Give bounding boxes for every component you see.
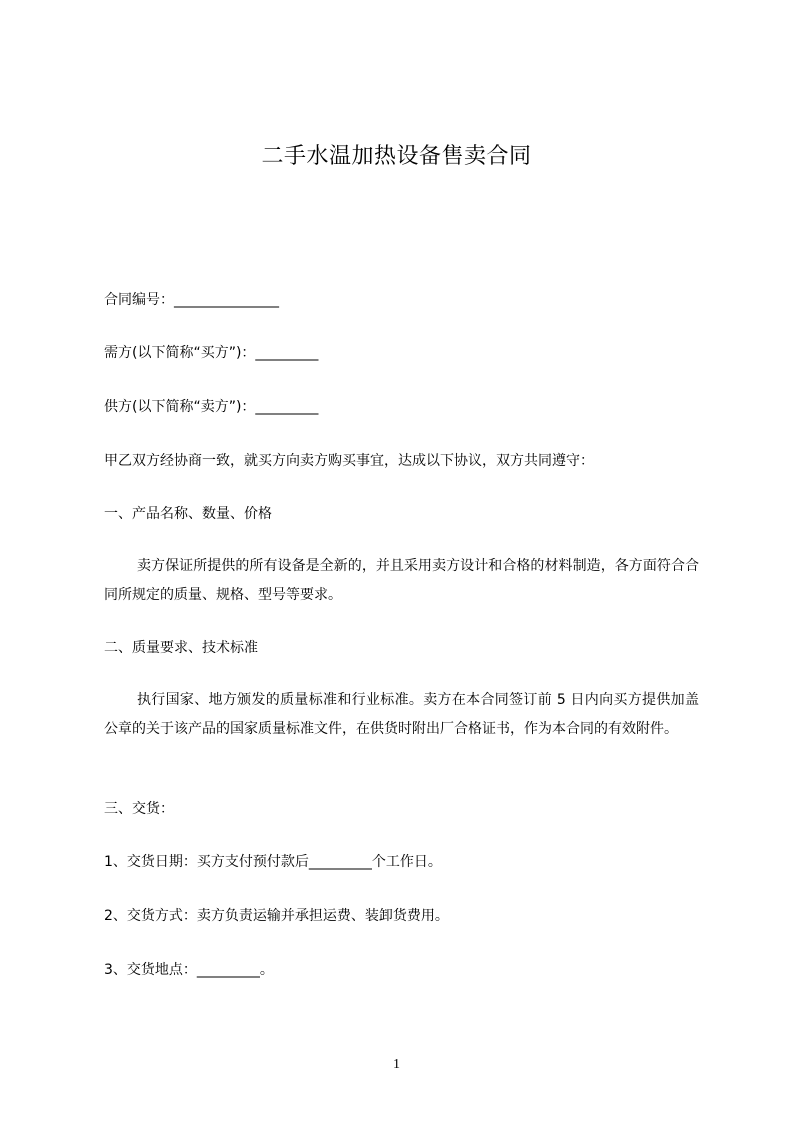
- buyer-line: 需方(以下简称“买方”)：_________: [104, 345, 319, 361]
- section-3-heading: 三、交货：: [104, 801, 174, 817]
- delivery-place-line: 3、交货地点：_________。: [104, 962, 274, 978]
- contract-number-line: 合同编号：_______________: [104, 292, 279, 308]
- section-1-heading: 一、产品名称、数量、价格: [104, 506, 272, 522]
- delivery-method-line: 2、交货方式：卖方负责运输并承担运费、装卸货费用。: [104, 908, 449, 924]
- preamble-paragraph: 甲乙双方经协商一致，就买方向卖方购买事宜，达成以下协议，双方共同遵守：: [104, 453, 594, 469]
- section-2-paragraph: 执行国家、地方颁发的质量标准和行业标准。卖方在本合同签订前 5 日内向买方提供加盖公章的关于该产品的国家质量标准文件，在供货时附出厂合格证书，作为本合同的有效附件。: [104, 692, 699, 737]
- page-number: 1: [393, 1057, 400, 1072]
- section-2-heading: 二、质量要求、技术标准: [104, 640, 258, 656]
- section-1-paragraph: 卖方保证所提供的所有设备是全新的，并且采用卖方设计和合格的材料制造，各方面符合合同所规定的质量、规格、型号等要求。: [104, 558, 699, 603]
- seller-line: 供方(以下简称“卖方”)：_________: [104, 399, 319, 415]
- document-title: 二手水温加热设备售卖合同: [261, 144, 532, 169]
- delivery-date-line: 1、交货日期：买方支付预付款后_________个工作日。: [104, 854, 442, 870]
